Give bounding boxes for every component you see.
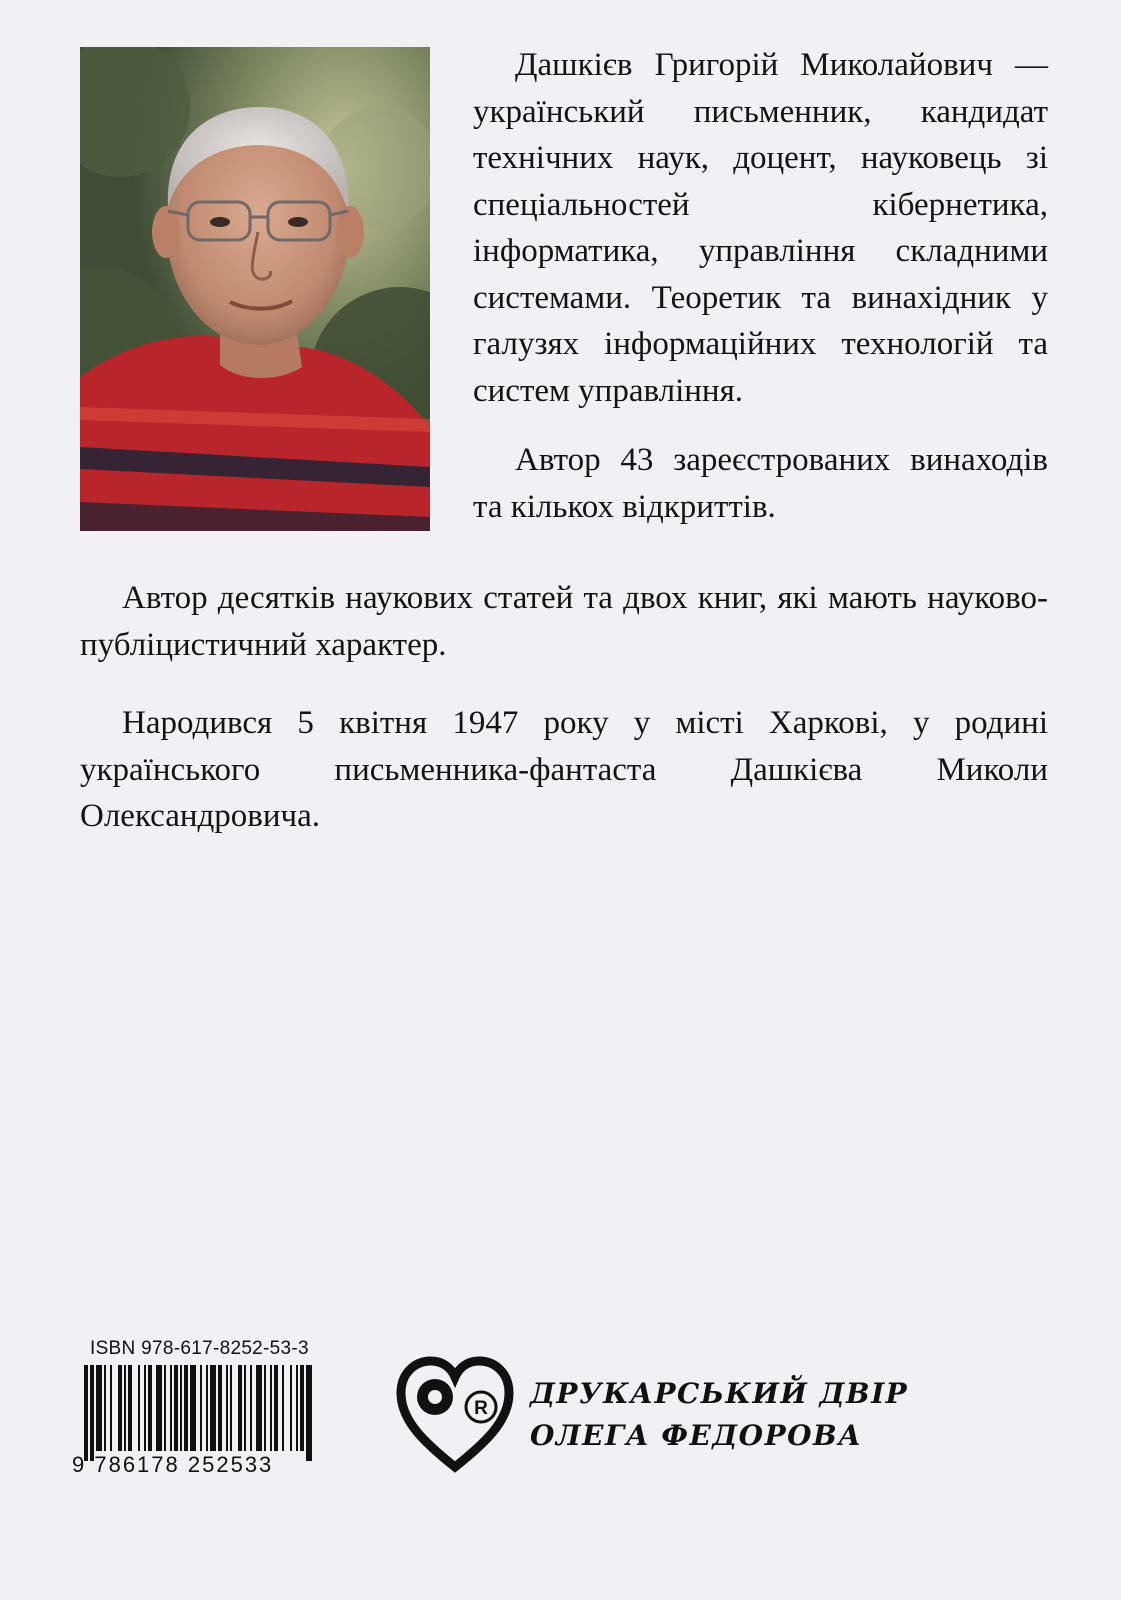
heart-registered-logo-icon xyxy=(395,1355,515,1475)
barcode-bar xyxy=(282,1365,284,1451)
barcode-bar xyxy=(110,1365,112,1451)
barcode-bar xyxy=(96,1365,102,1451)
barcode-bar xyxy=(164,1365,166,1451)
barcode-bar xyxy=(218,1365,222,1451)
barcode-bar xyxy=(238,1365,242,1451)
publisher-name xyxy=(530,1373,908,1457)
barcode-bar xyxy=(300,1365,304,1451)
barcode-bar xyxy=(200,1365,202,1451)
barcode-bar xyxy=(190,1365,196,1451)
barcode-bar xyxy=(206,1365,208,1451)
barcode-bar xyxy=(226,1365,228,1451)
bio-paragraph-birth: Народився 5 квітня 1947 року у місті Харкові, у родині українського письменника-фантаста Дашкієва Миколи Олександровича. xyxy=(80,705,1048,834)
barcode-bar xyxy=(210,1365,216,1451)
barcode-bar xyxy=(148,1365,152,1451)
publisher-block xyxy=(395,1355,909,1475)
barcode-bar xyxy=(144,1365,146,1451)
barcode-bar xyxy=(118,1365,122,1451)
barcode-bar xyxy=(270,1365,272,1451)
barcode-bar xyxy=(296,1365,298,1451)
barcode-bar xyxy=(84,1365,88,1461)
publisher-name-line1: ДРУКАРСЬКИЙ ДВІР xyxy=(530,1377,909,1410)
barcode-bar xyxy=(138,1365,140,1451)
bio-paragraph-works: Автор десятків наукових статей та двох книг, які мають науково-публіцистичний характер. xyxy=(80,580,1048,663)
isbn-barcode xyxy=(70,1336,326,1486)
barcode-bar xyxy=(264,1365,266,1451)
barcode-bars xyxy=(84,1365,314,1461)
barcode-bar xyxy=(90,1365,94,1461)
ean-digits: 9 786178 252533 xyxy=(72,1452,274,1477)
barcode-bar xyxy=(230,1365,232,1451)
barcode-bar xyxy=(170,1365,172,1451)
barcode-bar xyxy=(104,1365,106,1451)
barcode-bar xyxy=(180,1365,182,1451)
barcode-bar xyxy=(306,1365,312,1461)
author-bio-intro xyxy=(473,42,1048,530)
barcode-bar xyxy=(250,1365,252,1451)
barcode-bar xyxy=(184,1365,188,1451)
publisher-name-line2: ОЛЕГА ФЕДОРОВА xyxy=(530,1419,863,1452)
barcode-bar xyxy=(244,1365,246,1451)
barcode-bar xyxy=(174,1365,178,1451)
bio-paragraph-inventions: Автор 43 зареєстрованих винаходів та кількох відкриттів. xyxy=(473,442,1048,525)
bio-paragraph-intro: Дашкієв Григорій Миколайович — український письменник, кандидат технічних наук, доцент, науковець зі спеціальностей кібернетика, інформатика, управління складними системами. Теоретик та винахідник у галузях інформаційних технологій та систем управління. xyxy=(473,47,1048,409)
isbn-label: ISBN 978-617-8252-53-3 xyxy=(90,1338,309,1359)
author-photo xyxy=(80,47,430,531)
author-portrait-image xyxy=(80,47,430,531)
author-bio-details xyxy=(80,575,1048,840)
barcode-bar xyxy=(290,1365,292,1451)
barcode-bar xyxy=(274,1365,278,1451)
barcode-bar xyxy=(256,1365,262,1451)
barcode-bar xyxy=(128,1365,132,1451)
svg-text:R: R xyxy=(474,1398,488,1419)
barcode-bar xyxy=(124,1365,126,1451)
barcode-bar xyxy=(156,1365,162,1451)
